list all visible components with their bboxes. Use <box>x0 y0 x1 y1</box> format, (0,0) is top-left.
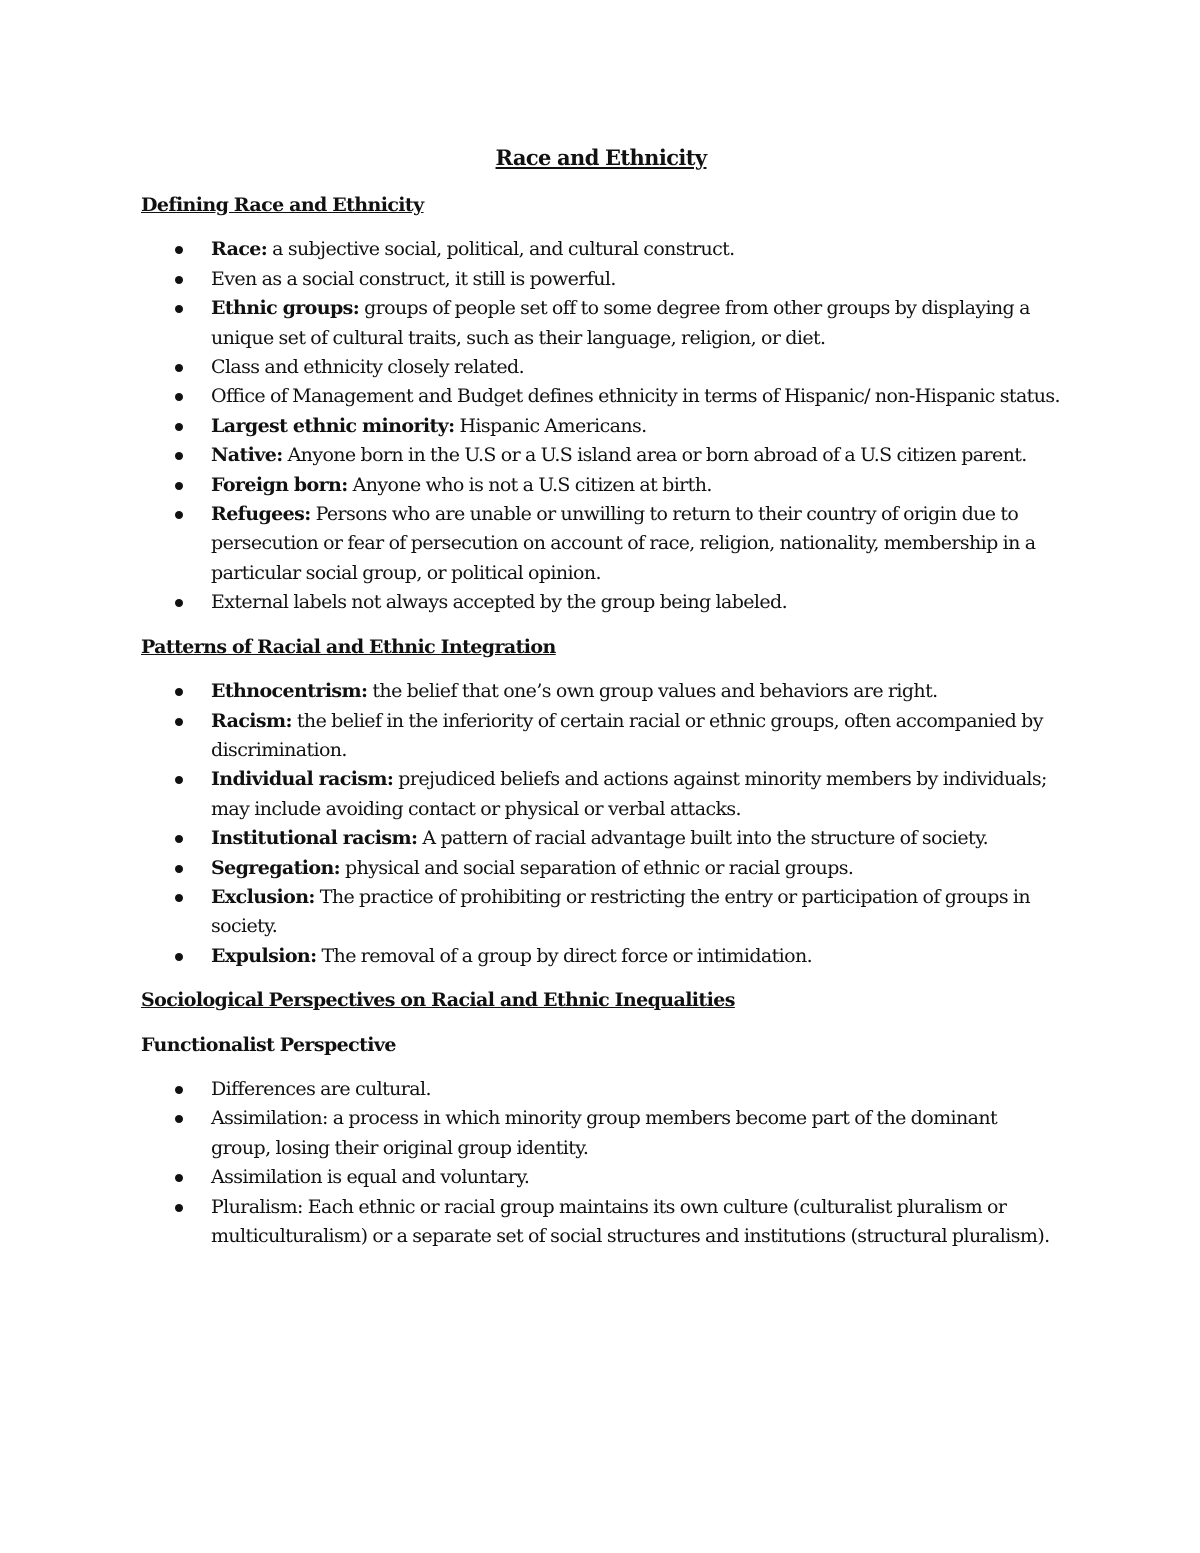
term-label: Racism: <box>211 709 292 732</box>
section-heading: Defining Race and Ethnicity <box>141 194 424 216</box>
document-title: Race and Ethnicity <box>495 145 707 170</box>
list-item <box>141 353 1061 382</box>
bullet-icon <box>175 276 183 284</box>
list-item <box>141 382 1061 411</box>
bullet-icon <box>175 364 183 372</box>
bullet-icon <box>175 599 183 607</box>
bullet-icon <box>175 1115 183 1123</box>
list-item <box>141 294 1061 353</box>
term-label: Native: <box>211 444 283 467</box>
term-label: Ethnic groups: <box>211 297 360 320</box>
list-item <box>141 677 1061 706</box>
list-item <box>141 500 1061 588</box>
list-item <box>141 1104 1061 1163</box>
list-item <box>141 441 1061 470</box>
term-label: Refugees: <box>211 503 311 526</box>
bullet-icon <box>175 953 183 961</box>
term-label: Institutional racism: <box>211 827 418 850</box>
item-text: prejudiced beliefs and actions against minority members by individuals; may include avoiding contact or physical or verbal attacks. <box>211 768 1047 820</box>
list-item <box>141 412 1061 441</box>
list-item <box>141 854 1061 883</box>
bullet-list <box>141 677 1061 971</box>
bullet-icon <box>175 452 183 460</box>
bullet-icon <box>175 1204 183 1212</box>
bullet-list <box>141 235 1061 617</box>
item-text: physical and social separation of ethnic or racial groups. <box>340 856 854 879</box>
subsection-heading: Functionalist Perspective <box>141 1033 396 1056</box>
bullet-icon <box>175 1174 183 1182</box>
document-content <box>141 142 1061 1266</box>
list-item <box>141 824 1061 853</box>
term-label: Individual racism: <box>211 768 394 791</box>
bullet-icon <box>175 688 183 696</box>
bullet-icon <box>175 393 183 401</box>
item-text: groups of people set off to some degree from other groups by displaying a unique set of cultural traits, such as their language, religion, or diet. <box>211 297 1030 349</box>
item-text: The practice of prohibiting or restricting the entry or participation of groups in society. <box>211 885 1031 938</box>
bullet-icon <box>175 482 183 490</box>
item-text: Anyone who is not a U.S citizen at birth. <box>347 473 712 496</box>
term-label: Expulsion: <box>211 944 317 967</box>
bullet-icon <box>175 246 183 254</box>
section-heading: Sociological Perspectives on Racial and Ethnic Inequalities <box>141 989 735 1012</box>
list-item <box>141 235 1061 264</box>
bullet-icon <box>175 511 183 519</box>
list-item <box>141 588 1061 617</box>
bullet-icon <box>175 894 183 902</box>
bullet-icon <box>175 718 183 726</box>
term-label: Foreign born: <box>211 473 348 496</box>
bullet-icon <box>175 305 183 313</box>
item-text: Differences are cultural. <box>211 1077 431 1100</box>
item-text: External labels not always accepted by the group being labeled. <box>211 591 788 614</box>
item-text: Class and ethnicity closely related. <box>211 356 525 379</box>
list-item <box>141 1163 1061 1192</box>
list-item <box>141 265 1061 294</box>
list-item <box>141 471 1061 500</box>
item-text: Pluralism: Each ethnic or racial group maintains its own culture (culturalist pluralism or multiculturalism) or a separate set of social structures and institutions (structural pluralism). <box>211 1195 1050 1247</box>
term-label: Exclusion: <box>211 885 315 908</box>
bullet-list <box>141 1075 1061 1251</box>
item-text: a subjective social, political, and cultural construct. <box>267 238 735 261</box>
list-item <box>141 942 1061 971</box>
list-item <box>141 707 1061 766</box>
item-text: The removal of a group by direct force or intimidation. <box>316 944 813 967</box>
item-text: Persons who are unable or unwilling to return to their country of origin due to persecution or fear of persecution on account of race, religion, nationality, membership in a particular social group, or political opinion. <box>211 503 1036 584</box>
term-label: Race: <box>211 238 268 261</box>
bullet-icon <box>175 423 183 431</box>
list-item <box>141 1075 1061 1104</box>
term-label: Ethnocentrism: <box>211 680 368 703</box>
document-sections <box>141 191 1061 1251</box>
item-text: Office of Management and Budget defines ethnicity in terms of Hispanic/ non-Hispanic status. <box>211 385 1060 408</box>
bullet-icon <box>175 1086 183 1094</box>
bullet-icon <box>175 835 183 843</box>
item-text: the belief in the inferiority of certain racial or ethnic groups, often accompanied by discrimination. <box>211 709 1043 761</box>
term-label: Segregation: <box>211 856 341 879</box>
bullet-icon <box>175 865 183 873</box>
list-item <box>141 1193 1061 1252</box>
item-text: Hispanic Americans. <box>454 414 647 437</box>
term-label: Largest ethnic minority: <box>211 414 455 437</box>
list-item <box>141 883 1061 942</box>
bullet-icon <box>175 776 183 784</box>
section-heading: Patterns of Racial and Ethnic Integration <box>141 635 556 658</box>
item-text: Assimilation: a process in which minority group members become part of the dominant group, losing their original group identity. <box>211 1107 997 1159</box>
item-text: Assimilation is equal and voluntary. <box>211 1166 530 1189</box>
item-text: Even as a social construct, it still is powerful. <box>211 267 616 290</box>
list-item <box>141 765 1061 824</box>
item-text: the belief that one’s own group values and behaviors are right. <box>367 680 938 703</box>
item-text: A pattern of racial advantage built into the structure of society. <box>417 827 989 850</box>
item-text: Anyone born in the U.S or a U.S island area or born abroad of a U.S citizen parent. <box>282 444 1027 467</box>
